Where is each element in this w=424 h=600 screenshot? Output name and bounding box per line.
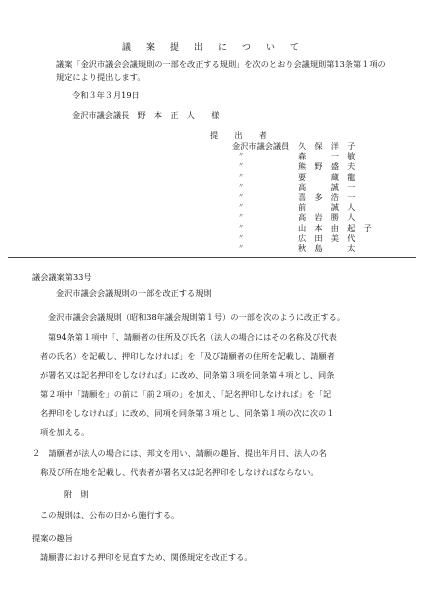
- member-row: [210, 172, 420, 182]
- ditto-mark: 〃: [238, 152, 245, 160]
- member-name: 前 誠 人: [298, 202, 356, 213]
- supplementary-heading: 附 則: [64, 489, 89, 499]
- ditto-mark: 〃: [238, 244, 245, 251]
- bill-number: 議会議案第33号: [32, 272, 92, 282]
- body-line: 者の氏名）を記載し、押印しなければ」を「及び請願者の住所を記載し、請願者: [40, 351, 335, 361]
- supplementary-text: この規則は、公布の日から施行する。: [40, 510, 180, 520]
- body-line: 金沢市議会会議規則（昭和38年議会規則第１号）の一部を次のように改正する。: [48, 312, 345, 322]
- section-divider: [8, 257, 416, 258]
- member-name: 熊 野 盛 夫: [298, 161, 356, 172]
- member-name: 喜 多 浩 一: [298, 192, 356, 202]
- member-name: 高 岩 勝 人: [298, 212, 356, 223]
- member-row: [210, 223, 420, 233]
- member-name: 森 一 敏: [298, 151, 356, 162]
- item-2-line: ２ 請願者が法人の場合には、邦文を用い、請願の趣旨、提出年月日、法人の名: [32, 448, 327, 458]
- member-name: 久 保 洋 子: [298, 141, 356, 151]
- member-row: [210, 182, 420, 192]
- member-name: 秋 島 太: [298, 243, 356, 253]
- member-row: [210, 151, 420, 161]
- body-line: が署名又は記名押印をしなければ」に改め、同条第３項を同条第４項とし、同条: [40, 370, 335, 380]
- submitter-heading: 提 出 者: [210, 130, 271, 140]
- reason-text: 請願書における押印を見直すため、関係規定を改正する。: [40, 552, 253, 562]
- member-row: [210, 192, 420, 202]
- ditto-mark: 〃: [238, 162, 245, 170]
- body-line: 第94条第１項中「、請願者の住所及び氏名（法人の場合にはその名称及び代表: [48, 332, 337, 342]
- body-line: 第２項中「請願を」の前に「前２項の」を加え、「記名押印しなければ」を「記: [40, 389, 332, 399]
- submission-date: 令和３年３月19日: [72, 90, 140, 100]
- cover-intro: 議案「金沢市議会会議規則の一部を改正する規則」を次のとおり会議規則第13条第１項の規定により提出します。: [56, 59, 386, 82]
- reason-heading: 提案の趣旨: [32, 533, 73, 543]
- bill-subject: 金沢市議会会議規則の一部を改正する規則: [56, 288, 212, 298]
- member-row: [210, 243, 420, 253]
- member-name: 山 本 由 起 子: [298, 222, 372, 233]
- body-line: 名押印をしなければ」に改め、同項を同条第３項とし、同条第１項の次に次の１: [40, 408, 335, 418]
- ditto-mark: 〃: [238, 203, 245, 211]
- member-name: 高 誠 一: [298, 181, 356, 192]
- cover-title: 議 案 提 出 に つ い て: [121, 43, 302, 53]
- ditto-mark: 〃: [238, 223, 245, 231]
- member-name: 要 蔵 龍: [298, 171, 356, 182]
- ditto-mark: 〃: [238, 233, 245, 241]
- submitter-group: 金沢市議会議員: [232, 141, 290, 151]
- member-row: [210, 141, 420, 151]
- member-name: 広 田 美 代: [298, 232, 356, 243]
- addressee: 金沢市議会議長 野 本 正 人 様: [72, 110, 220, 120]
- ditto-mark: 〃: [238, 182, 245, 190]
- ditto-mark: 〃: [238, 193, 245, 200]
- ditto-mark: 〃: [238, 172, 245, 180]
- member-row: [210, 161, 420, 171]
- item-2-line: 称及び所在地を記載し、代表者が署名又は記名押印をしなければならない。: [32, 467, 319, 477]
- member-row: [210, 202, 420, 212]
- ditto-mark: 〃: [238, 213, 245, 221]
- member-row: [210, 212, 420, 222]
- member-row: [210, 233, 420, 243]
- body-line: 項を加える。: [40, 427, 90, 437]
